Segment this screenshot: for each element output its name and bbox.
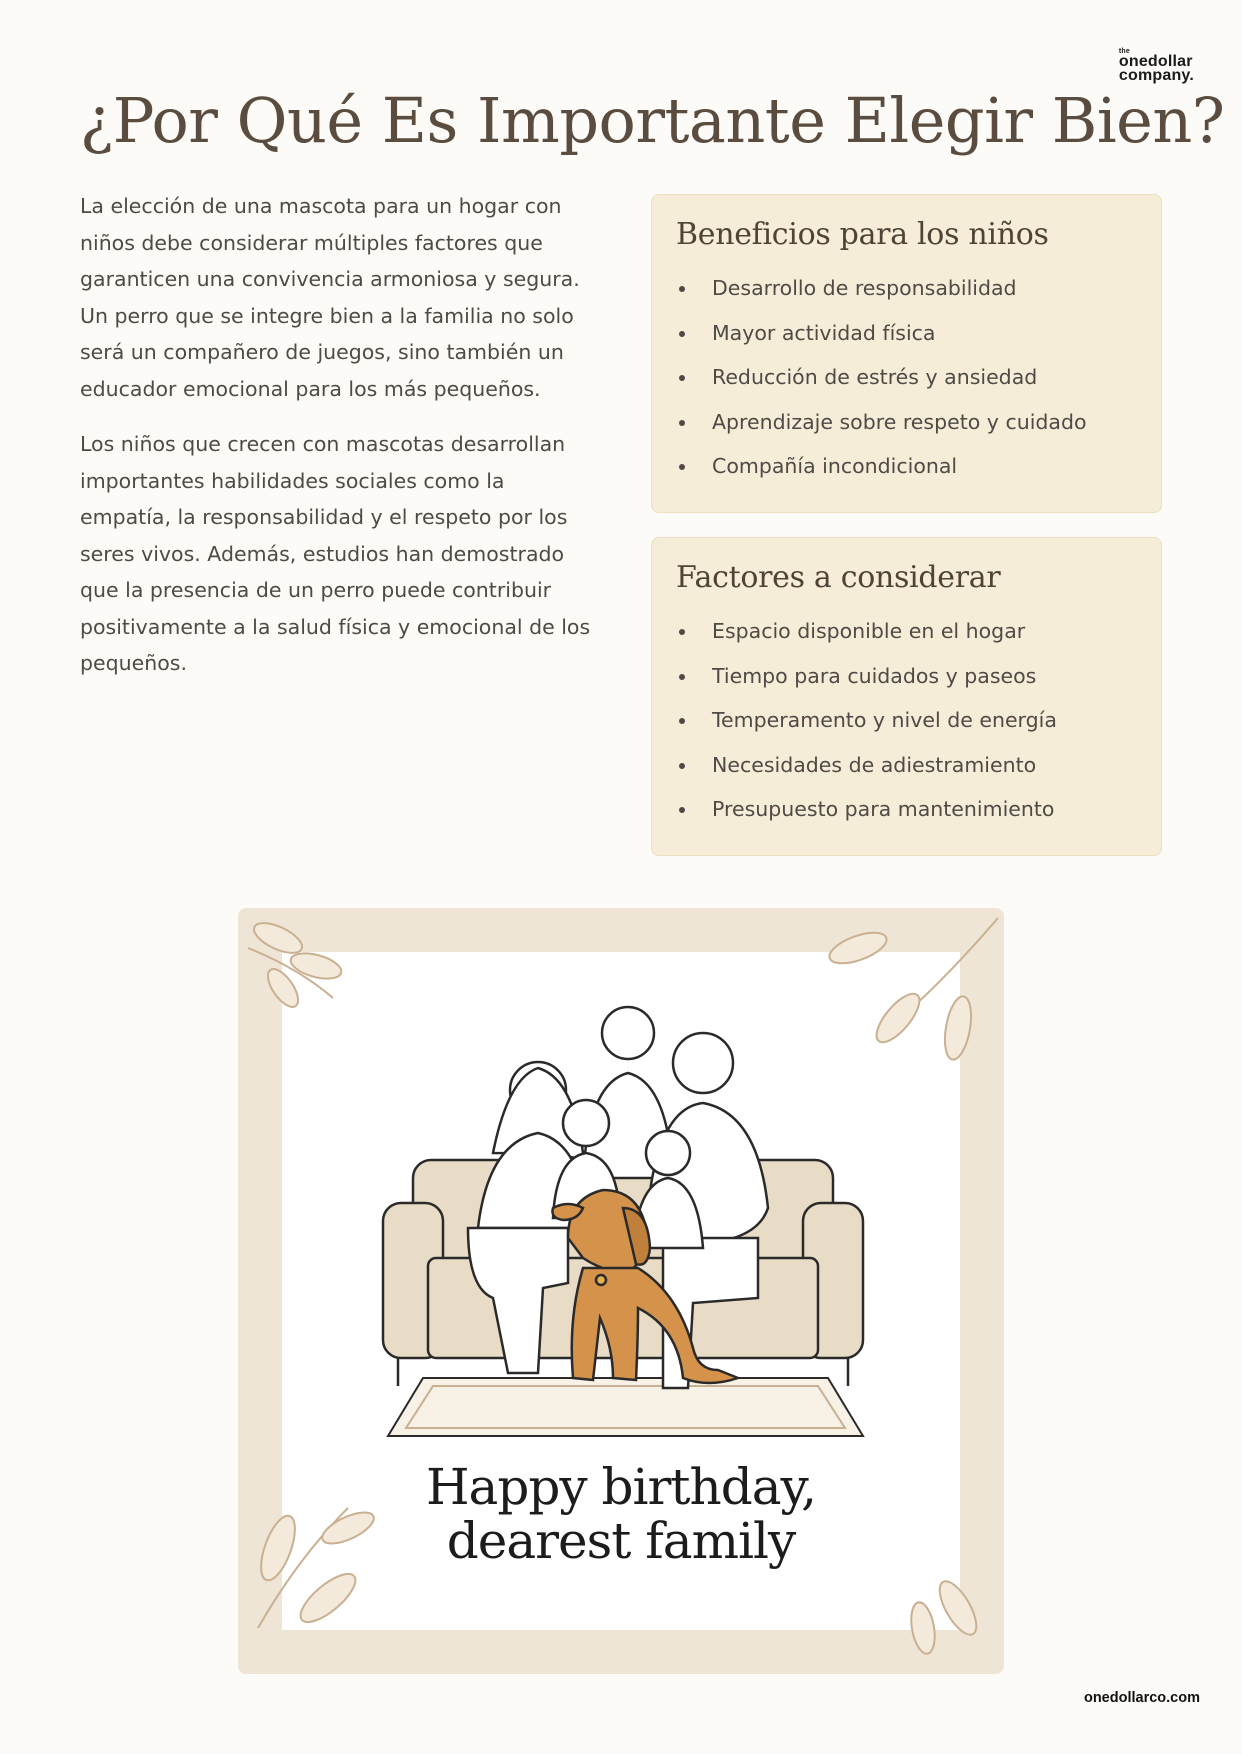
list-item: Tiempo para cuidados y paseos (676, 654, 1137, 699)
benefits-card (651, 194, 1162, 513)
greeting-text (238, 1460, 1004, 1568)
company-logo (1119, 48, 1194, 83)
list-item: Espacio disponible en el hogar (676, 609, 1137, 654)
list-item: Compañía incondicional (676, 444, 1137, 489)
intro-paragraph-2: Los niños que crecen con mascotas desarrollan importantes habilidades sociales como la empatía, la responsabilidad y el respeto por los seres vivos. Además, estudios han demostrado que la presencia de un perro puede contribuir positivamente a la salud física y emocional de los pequeños. (80, 432, 591, 675)
rug (388, 1378, 863, 1436)
factors-list (676, 609, 1137, 832)
list-item: Desarrollo de responsabilidad (676, 266, 1137, 311)
intro-text (80, 188, 600, 701)
greeting-line-2: dearest family (446, 1512, 796, 1570)
list-item: Presupuesto para mantenimiento (676, 787, 1137, 832)
logo-line-2: company. (1118, 67, 1194, 84)
logo-line-1: onedollar (1118, 53, 1193, 70)
page-title: ¿Por Qué Es Importante Elegir Bien? (80, 84, 1225, 157)
list-item: Necesidades de adiestramiento (676, 743, 1137, 788)
logo-small-text: the (1118, 48, 1130, 55)
list-item: Reducción de estrés y ansiedad (676, 355, 1137, 400)
intro-paragraph-1: La elección de una mascota para un hogar con niños debe considerar múltiples factores que garanticen una convivencia armoniosa y segura. Un perro que se integre bien a la familia no solo será un compañero de juegos, sino también un educador emocional para los más pequeños. (80, 194, 580, 401)
list-item: Aprendizaje sobre respeto y cuidado (676, 400, 1137, 445)
greeting-line-1: Happy birthday, (425, 1458, 817, 1516)
factors-card (651, 537, 1162, 856)
benefits-list (676, 266, 1137, 489)
footer-url: onedollarco.com (1083, 1690, 1200, 1706)
benefits-card-title: Beneficios para los niños (676, 217, 1049, 252)
list-item: Mayor actividad física (676, 311, 1137, 356)
factors-card-title: Factores a considerar (676, 560, 1001, 595)
list-item: Temperamento y nivel de energía (676, 698, 1137, 743)
